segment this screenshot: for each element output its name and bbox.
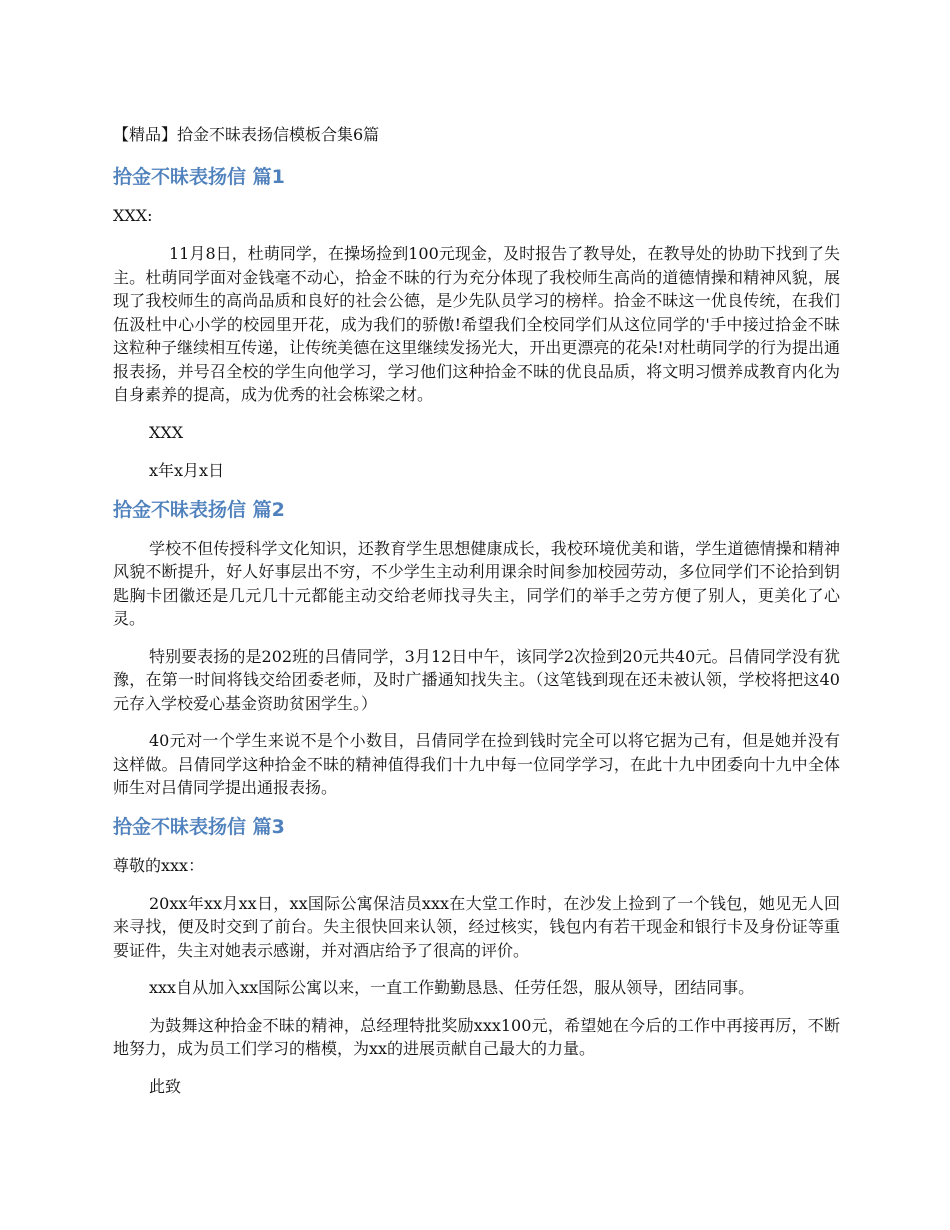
section-heading-3: 拾金不昧表扬信 篇3 — [113, 815, 285, 838]
closing: 此致 — [149, 1076, 182, 1096]
document-page — [113, 122, 840, 1113]
salutation-3: 尊敬的xxx： — [113, 855, 205, 875]
paragraph: 学校不但传授科学文化知识，还教育学生思想健康成长，我校环境优美和谐，学生道德情操和精神风貌不断提升，好人好事层出不穷，不少学生主动利用课余时间参加校园劳动，多位同学们不论拾到钥匙胸卡团徽还是几元几十元都能主动交给老师找寻失主，同学们的举手之劳方便了别人，更美化了心灵。 — [113, 538, 840, 628]
paragraph: 20xx年xx月xx日，xx国际公寓保洁员xxx在大堂工作时，在沙发上捡到了一个钱包，她见无人回来寻找，便及时交到了前台。失主很快回来认领，经过核实，钱包内有若干现金和银行卡及身份证等重要证件，失主对她表示感谢，并对酒店给予了很高的评价。 — [113, 893, 840, 960]
paragraph: xxx自从加入xx国际公寓以来，一直工作勤勤恳恳、任劳任怨，服从领导，团结同事。 — [149, 978, 755, 997]
paragraph: 为鼓舞这种拾金不昧的精神，总经理特批奖励xxx100元，希望她在今后的工作中再接再厉，不断地努力，成为员工们学习的楷模，为xx的进展贡献自己最大的力量。 — [113, 1015, 840, 1058]
signature: XXX — [149, 422, 184, 442]
paragraph: 11月8日，杜萌同学，在操场捡到100元现金，及时报告了教导处，在教导处的协助下找到了失主。杜萌同学面对金钱毫不动心，拾金不昧的行为充分体现了我校师生高尚的道德情操和精神风貌，展现了我校师生的高尚品质和良好的社会公德，是少先队员学习的榜样。拾金不昧这一优良传统，在我们伍汲杜中心小学的校园里开花，成为我们的骄傲!希望我们全校同学们从这位同学的'手中接过拾金不昧这粒种子继续相互传递，让传统美德在这里继续发扬光大，开出更漂亮的花朵!对杜萌同学的行为提出通报表扬，并号召全校的学生向他学习，学习他们这种拾金不昧的优良品质，将文明习惯养成教育内化为自身素养的提高，成为优秀的社会栋梁之材。 — [113, 244, 840, 404]
document-title: 【精品】拾金不昧表扬信模板合集6篇 — [113, 125, 380, 144]
salutation-1: XXX: — [113, 206, 153, 225]
section-heading-1: 拾金不昧表扬信 篇1 — [113, 166, 285, 188]
section-heading-2: 拾金不昧表扬信 篇2 — [113, 498, 285, 521]
signature-date: x年x月x日 — [149, 460, 225, 480]
paragraph: 40元对一个学生来说不是个小数目，吕倩同学在捡到钱时完全可以将它据为己有，但是她并没有这样做。吕倩同学这种拾金不昧的精神值得我们十九中每一位同学学习，在此十九中团委向十九中全体师生对吕倩同学提出通报表扬。 — [113, 731, 840, 797]
paragraph: 特别要表扬的是202班的吕倩同学，3月12日中午，该同学2次捡到20元共40元。吕倩同学没有犹豫，在第一时间将钱交给团委老师，及时广播通知找失主。（这笔钱到现在还未被认领，学校将把这40元存入学校爱心基金资助贫困学生。） — [113, 646, 840, 713]
